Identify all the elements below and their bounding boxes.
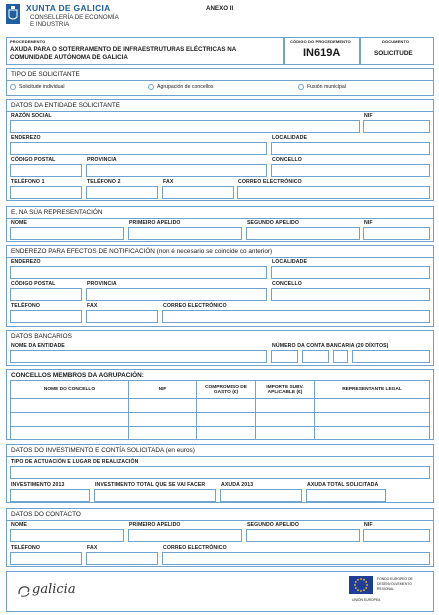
investment-section: [6, 444, 434, 503]
radio-individual[interactable]: [10, 84, 16, 90]
xunta-logo: [6, 4, 20, 24]
contact-surname-1-field[interactable]: [128, 529, 242, 542]
label-email: CORREO ELECTRÓNICO: [238, 179, 302, 185]
eu-caption: UNIÓN EUROPEA: [352, 598, 381, 602]
label-notif-locality: LOCALIDADE: [272, 259, 308, 265]
applicant-type-title: TIPO DE SOLICITANTE: [11, 71, 80, 78]
label-notif-email: CORREO ELECTRÓNICO: [163, 303, 227, 309]
notification-note: (non é necesario se coincide co anterior): [156, 248, 273, 255]
notif-locality-field[interactable]: [271, 266, 430, 279]
eu-fund-line-1: FONDO EUROPEO DE: [377, 577, 413, 581]
investment-title: [11, 447, 195, 454]
label-rep-nif: NIF: [364, 220, 373, 226]
galicia-swirl-icon: [17, 584, 31, 598]
org-name: XUNTA DE GALICIA: [26, 3, 111, 13]
col-amount: IMPORTE SUBV. APLICABLE (€): [256, 381, 315, 399]
document-value: SOLICITUDE: [374, 50, 413, 57]
label-company-name: RAZÓN SOCIAL: [11, 113, 52, 119]
councils-section: [6, 369, 434, 440]
annex-label: ANEXO II: [206, 5, 234, 12]
contact-nif-field[interactable]: [363, 529, 430, 542]
radio-individual-label: Solicitude individual: [19, 84, 65, 90]
label-phone-2: TELÉFONO 2: [87, 179, 121, 185]
phone-2-field[interactable]: [86, 186, 158, 199]
col-legal-rep: REPRESENTANTE LEGAL: [315, 381, 430, 399]
fax-field[interactable]: [162, 186, 234, 199]
label-address: ENDEREZO: [11, 135, 41, 141]
notif-province-field[interactable]: [86, 288, 267, 301]
councils-title: CONCELLOS MEMBROS DA AGRUPACIÓN:: [11, 372, 144, 379]
col-commitment: COMPROMISO DE GASTO (€): [197, 381, 256, 399]
procedure-text-2: COMUNIDADE AUTÓNOMA DE GALICIA: [10, 54, 128, 61]
province-field[interactable]: [86, 164, 267, 177]
radio-group-councils[interactable]: [148, 84, 154, 90]
eu-fund-line-2: DESENVOLVEMENTO: [377, 582, 412, 586]
label-notif-province: PROVINCIA: [87, 281, 117, 287]
bank-title: DATOS BANCARIOS: [11, 333, 72, 340]
label-province: PROVINCIA: [87, 157, 117, 163]
label-contact-email: CORREO ELECTRÓNICO: [163, 545, 227, 551]
investment-unit: (en euros): [165, 447, 195, 454]
contact-section: [6, 508, 434, 567]
galicia-brand-text: galicia: [32, 582, 76, 597]
code-value: IN619A: [303, 47, 341, 59]
col-nif: NIF: [129, 381, 197, 399]
label-nif: NIF: [364, 113, 373, 119]
label-rep-surname-2: SEGUNDO APELIDO: [247, 220, 300, 226]
footer: [6, 571, 434, 612]
investment-2013-field[interactable]: [10, 489, 90, 502]
code-label: CÓDIGO DO PROCEDEMENTO: [290, 39, 351, 44]
bank-entity-field[interactable]: [10, 350, 267, 363]
notif-address-field[interactable]: [10, 266, 267, 279]
procedure-text-1: AXUDA PARA O SOTERRAMENTO DE INFRAESTRUTURAS ELÉCTRICAS NA: [10, 46, 237, 53]
label-council: CONCELLO: [272, 157, 302, 163]
councils-table: [10, 380, 430, 440]
contact-email-field[interactable]: [162, 552, 430, 565]
label-fax: FAX: [163, 179, 174, 185]
nif-field[interactable]: [363, 120, 430, 133]
address-field[interactable]: [10, 142, 267, 155]
account-check-digits[interactable]: [333, 350, 348, 363]
representative-title: E, NA SÚA REPRESENTACIÓN: [11, 209, 103, 216]
rep-surname-1-field[interactable]: [128, 227, 242, 240]
table-row[interactable]: [11, 427, 430, 440]
label-investment-total: INVESTIMENTO TOTAL QUE SE VAI FACER: [95, 482, 206, 488]
table-row[interactable]: [11, 399, 430, 413]
postal-code-field[interactable]: [10, 164, 82, 177]
aid-total-field[interactable]: [306, 489, 386, 502]
label-postal-code: CÓDIGO POSTAL: [11, 157, 56, 163]
label-notif-phone: TELÉFONO: [11, 303, 41, 309]
label-bank-entity: NOME DA ENTIDADE: [11, 343, 65, 349]
label-notif-fax: FAX: [87, 303, 98, 309]
contact-phone-field[interactable]: [10, 552, 82, 565]
contact-name-field[interactable]: [10, 529, 124, 542]
company-name-field[interactable]: [10, 120, 360, 133]
label-contact-surname-2: SEGUNDO APELIDO: [247, 522, 300, 528]
notification-title: [11, 248, 272, 255]
account-entity-code[interactable]: [271, 350, 298, 363]
notification-section: [6, 245, 434, 327]
col-council-name: NOME DO CONCELLO: [11, 381, 129, 399]
label-phone-1: TELÉFONO 1: [11, 179, 45, 185]
label-contact-surname-1: PRIMEIRO APELIDO: [129, 522, 181, 528]
bank-section: [6, 330, 434, 366]
label-contact-fax: FAX: [87, 545, 98, 551]
investment-title-text: DATOS DO INVESTIMENTO E CONTÍA SOLICITADA: [11, 447, 164, 454]
phone-1-field[interactable]: [10, 186, 82, 199]
rep-surname-2-field[interactable]: [246, 227, 360, 240]
label-contact-nif: NIF: [364, 522, 373, 528]
label-investment-2013: INVESTIMENTO 2013: [11, 482, 65, 488]
label-aid-total: AXUDA TOTAL SOLICITADA: [307, 482, 379, 488]
label-rep-name: NOME: [11, 220, 27, 226]
label-bank-account: NÚMERO DA CONTA BANCARIA (20 DÍXITOS): [272, 343, 389, 349]
eu-flag: [349, 576, 373, 594]
aid-2013-field[interactable]: [220, 489, 302, 502]
contact-title: DATOS DO CONTACTO: [11, 511, 81, 518]
eu-fund-line-3: REXIONAL: [377, 587, 395, 591]
applicant-type-section: [6, 68, 434, 96]
investment-total-field[interactable]: [94, 489, 216, 502]
entity-title: DATOS DA ENTIDADE SOLICITANTE: [11, 102, 121, 109]
account-number[interactable]: [352, 350, 430, 363]
label-notif-address: ENDEREZO: [11, 259, 41, 265]
label-notif-postal: CÓDIGO POSTAL: [11, 281, 56, 287]
email-field[interactable]: [237, 186, 430, 199]
notif-fax-field[interactable]: [86, 310, 158, 323]
action-type-field[interactable]: [10, 466, 430, 479]
notif-email-field[interactable]: [162, 310, 430, 323]
notif-council-field[interactable]: [271, 288, 430, 301]
contact-fax-field[interactable]: [86, 552, 158, 565]
account-office-code[interactable]: [302, 350, 329, 363]
label-aid-2013: AXUDA 2013: [221, 482, 254, 488]
label-contact-name: NOME: [11, 522, 27, 528]
label-contact-phone: TELÉFONO: [11, 545, 41, 551]
representative-section: [6, 206, 434, 242]
label-rep-surname-1: PRIMEIRO APELIDO: [129, 220, 181, 226]
rep-name-field[interactable]: [10, 227, 124, 240]
notification-title-text: ENDEREZO PARA EFECTOS DE NOTIFICACIÓN: [11, 248, 155, 255]
locality-field[interactable]: [271, 142, 430, 155]
label-notif-council: CONCELLO: [272, 281, 302, 287]
notif-phone-field[interactable]: [10, 310, 82, 323]
contact-surname-2-field[interactable]: [246, 529, 360, 542]
department-line-1: CONSELLERÍA DE ECONOMÍA: [30, 14, 119, 21]
label-action-type: TIPO DE ACTUACIÓN E LUGAR DE REALIZACIÓN: [11, 459, 139, 465]
notif-postal-field[interactable]: [10, 288, 82, 301]
table-row[interactable]: [11, 413, 430, 427]
procedure-label: PROCEDEMENTO: [10, 39, 46, 44]
label-locality: LOCALIDADE: [272, 135, 308, 141]
radio-municipal-merger[interactable]: [298, 84, 304, 90]
radio-municipal-merger-label: Fusión municipal: [307, 84, 346, 90]
entity-section: [6, 99, 434, 201]
document-label: DOCUMENTO: [382, 39, 410, 44]
department-line-2: E INDUSTRIA: [30, 21, 70, 28]
radio-group-councils-label: Agrupación de concellos: [157, 84, 214, 90]
council-field[interactable]: [271, 164, 430, 177]
rep-nif-field[interactable]: [363, 227, 430, 240]
